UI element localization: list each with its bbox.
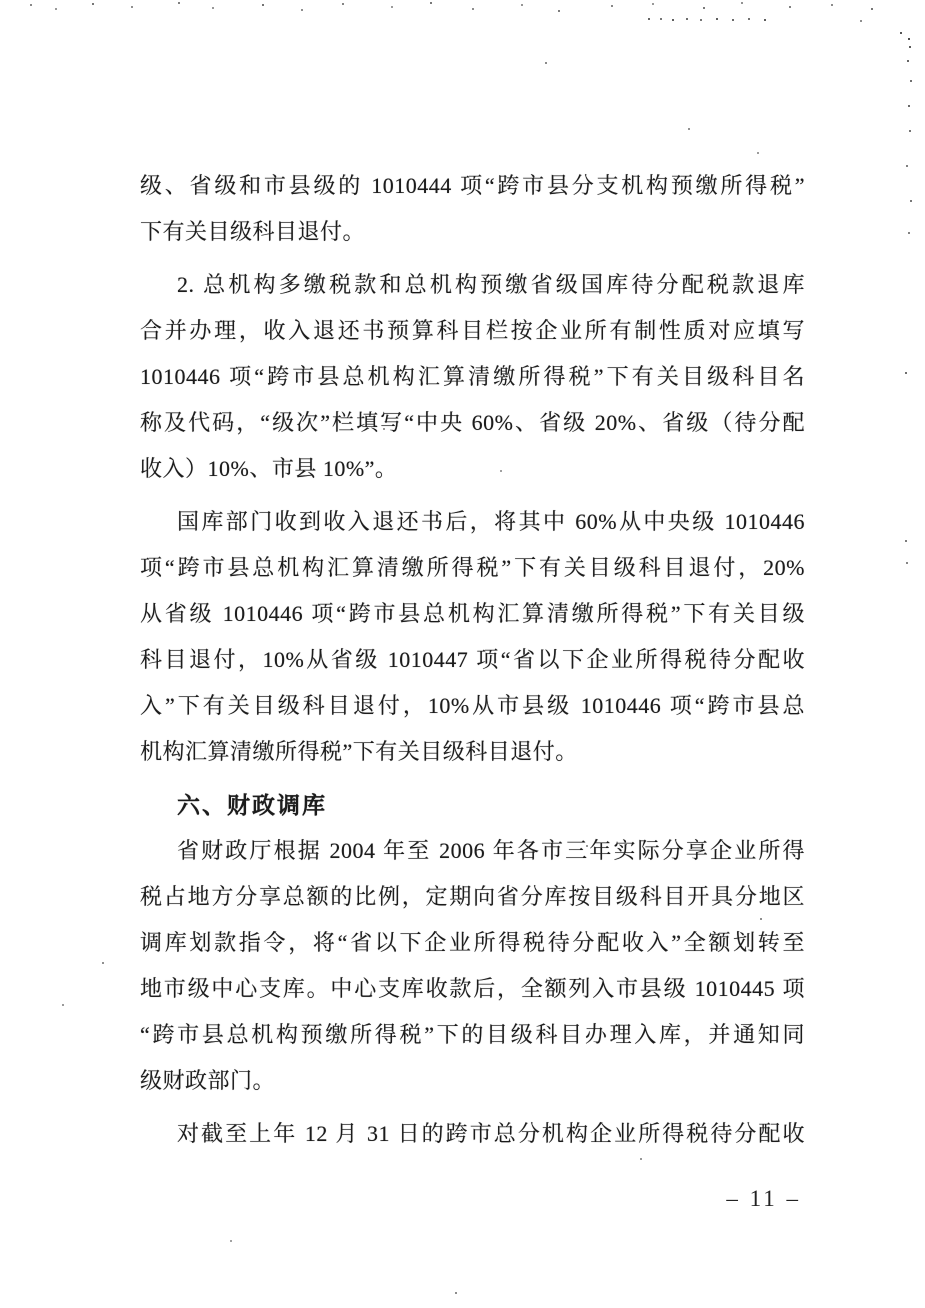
text-line: 下有关目级科目退付。 [140, 219, 366, 244]
text-line: 项“跨市县总机构汇算清缴所得税”下有关目级科目退付，20% [140, 555, 805, 580]
page-number: – 11 – [726, 1186, 801, 1211]
text-line: 调库划款指令，将“省以下企业所得税待分配收入”全额划转至 [140, 930, 805, 955]
document-body [140, 163, 805, 1157]
text-line: 地市级中心支库。中心支库收款后，全额列入市县级 1010445 项 [140, 976, 805, 1001]
text-line: 级、省级和市县级的 1010444 项“跨市县分支机构预缴所得税” [140, 173, 805, 198]
text-line: 合并办理，收入退还书预算科目栏按企业所有制性质对应填写 [140, 318, 805, 343]
text-line: 称及代码，“级次”栏填写“中央 60%、省级 20%、省级（待分配 [140, 410, 805, 435]
text-line: 省财政厅根据 2004 年至 2006 年各市三年实际分享企业所得 [177, 838, 805, 863]
text-line: 税占地方分享总额的比例，定期向省分库按目级科目开具分地区 [140, 884, 805, 909]
text-line: 机构汇算清缴所得税”下有关目级科目退付。 [140, 739, 578, 764]
text-line: 入”下有关目级科目退付，10%从市县级 1010446 项“跨市县总 [140, 693, 805, 718]
text-line: 科目退付，10%从省级 1010447 项“省以下企业所得税待分配收 [140, 647, 805, 672]
text-line: 2. 总机构多缴税款和总机构预缴省级国库待分配税款退库 [177, 272, 805, 297]
text-line: 对截至上年 12 月 31 日的跨市总分机构企业所得税待分配收 [177, 1121, 805, 1146]
text-line: 国库部门收到收入退还书后，将其中 60%从中央级 1010446 [177, 509, 805, 534]
text-line: “跨市县总机构预缴所得税”下的目级科目办理入库，并通知同 [140, 1022, 805, 1047]
section-heading: 六、财政调库 [177, 792, 327, 818]
scan-noise-top [0, 0, 2, 2]
text-line: 从省级 1010446 项“跨市县总机构汇算清缴所得税”下有关目级 [140, 601, 805, 626]
text-line: 收入）10%、市县 10%”。 [140, 456, 398, 481]
text-line: 1010446 项“跨市县总机构汇算清缴所得税”下有关目级科目名 [140, 364, 805, 389]
scan-noise-body [0, 0, 2, 2]
text-line: 级财政部门。 [140, 1068, 276, 1093]
